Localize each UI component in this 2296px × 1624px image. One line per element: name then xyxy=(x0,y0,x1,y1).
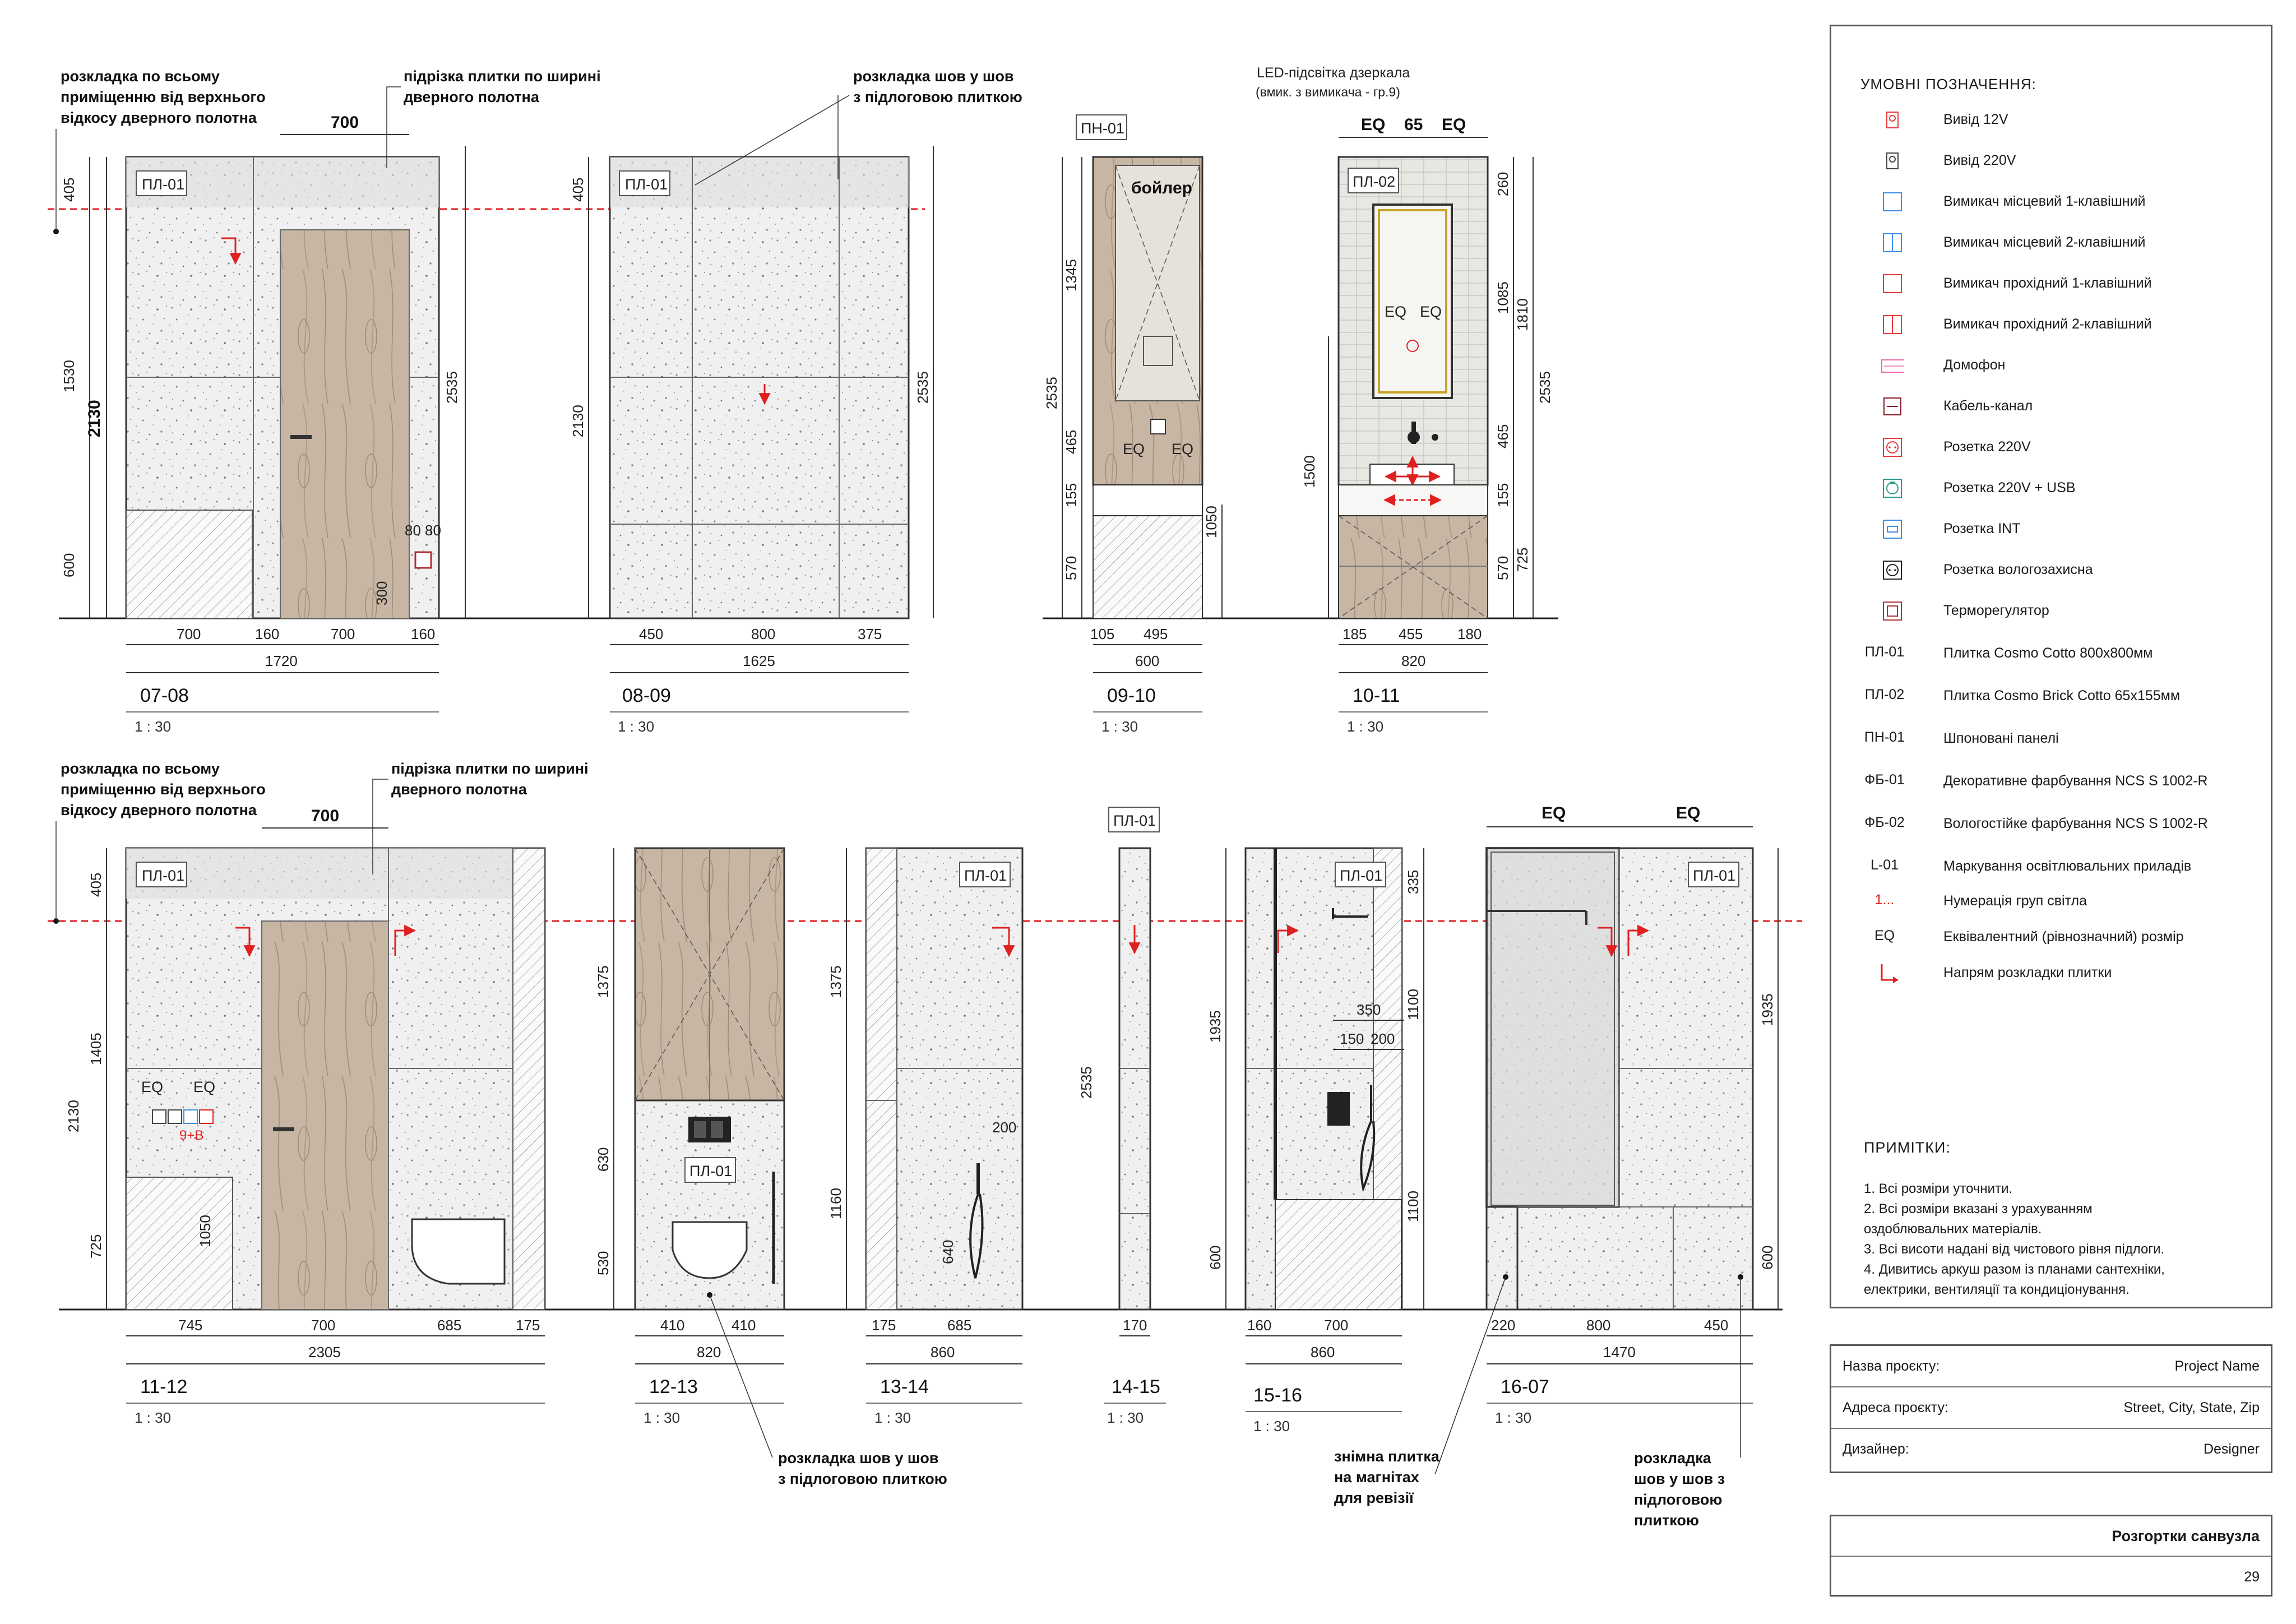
svg-text:07-08: 07-08 xyxy=(140,685,189,706)
notes-line: 3. Всі висоти надані від чистового рівня підлоги. xyxy=(1864,1242,2165,1257)
outlet-220v-icon xyxy=(1881,149,1904,173)
svg-text:725: 725 xyxy=(1514,547,1531,572)
svg-text:EQ: EQ xyxy=(1385,303,1407,320)
elevation-07-08 xyxy=(61,113,465,735)
svg-text:570: 570 xyxy=(1063,556,1080,580)
notes-line: 4. Дивитись аркуш разом із планами сантехніки, xyxy=(1864,1262,2165,1277)
svg-text:1375: 1375 xyxy=(827,965,844,998)
legend-code-row: 1... Нумерація груп світла xyxy=(1874,892,2087,909)
socket-int-icon xyxy=(1881,517,1904,541)
svg-text:160: 160 xyxy=(255,626,280,642)
svg-text:шов у шов з: шов у шов з xyxy=(1634,1470,1725,1487)
divider xyxy=(1831,1556,2271,1557)
legend-item: Вимикач місцевий 2-клавішний xyxy=(1831,231,2269,253)
svg-text:11-12: 11-12 xyxy=(140,1376,188,1398)
svg-text:9+B: 9+B xyxy=(179,1128,204,1143)
svg-text:для ревізії: для ревізії xyxy=(1334,1489,1414,1506)
svg-text:відкосу дверного полотна: відкосу дверного полотна xyxy=(61,802,257,818)
svg-text:EQ: EQ xyxy=(1172,441,1194,457)
svg-text:860: 860 xyxy=(1311,1344,1335,1361)
elevation-08-09 xyxy=(570,146,933,735)
elevation-15-16 xyxy=(1207,848,1424,1435)
svg-text:2535: 2535 xyxy=(1536,371,1553,404)
svg-text:700: 700 xyxy=(331,626,355,642)
svg-text:1 : 30: 1 : 30 xyxy=(1107,1409,1144,1426)
legend-item: Розетка 220V xyxy=(1831,436,2269,458)
svg-text:450: 450 xyxy=(1704,1317,1729,1334)
svg-text:600: 600 xyxy=(61,553,77,577)
svg-text:1500: 1500 xyxy=(1301,455,1318,488)
svg-text:1050: 1050 xyxy=(1203,506,1220,538)
legend-title: УМОВНІ ПОЗНАЧЕННЯ: xyxy=(1860,76,2036,92)
cable-channel-icon xyxy=(1881,395,1904,418)
svg-text:ПЛ-01: ПЛ-01 xyxy=(1340,867,1383,884)
svg-text:ПЛ-01: ПЛ-01 xyxy=(1113,812,1156,829)
svg-text:ПН-01: ПН-01 xyxy=(1081,120,1124,137)
svg-text:12-13: 12-13 xyxy=(649,1376,698,1398)
svg-text:EQ: EQ xyxy=(1542,804,1566,822)
svg-text:700: 700 xyxy=(1324,1317,1349,1334)
legend-code-row: ПЛ-02 Плитка Cosmo Brick Cotto 65х155мм xyxy=(1864,687,2181,704)
svg-text:10-11: 10-11 xyxy=(1353,685,1400,706)
svg-text:80: 80 xyxy=(405,522,421,539)
svg-text:700: 700 xyxy=(331,113,359,132)
svg-text:300: 300 xyxy=(373,581,390,605)
svg-text:170: 170 xyxy=(1123,1317,1147,1334)
svg-text:700: 700 xyxy=(177,626,201,642)
svg-text:1935: 1935 xyxy=(1207,1010,1224,1043)
intercom-icon xyxy=(1881,354,1904,377)
svg-text:465: 465 xyxy=(1063,429,1080,454)
legend-item: Вивід 220V xyxy=(1831,149,2269,172)
svg-text:2535: 2535 xyxy=(1078,1066,1095,1099)
svg-text:600: 600 xyxy=(1759,1245,1776,1270)
notes-line: оздоблювальних матеріалів. xyxy=(1864,1222,2042,1237)
svg-text:ПЛ-01: ПЛ-01 xyxy=(1693,867,1736,884)
svg-text:640: 640 xyxy=(939,1239,956,1264)
svg-text:ПЛ-02: ПЛ-02 xyxy=(1353,173,1396,190)
svg-text:1375: 1375 xyxy=(595,965,612,998)
elevation-10-11 xyxy=(1256,65,1553,735)
svg-text:EQ: EQ xyxy=(1361,115,1386,134)
svg-text:1405: 1405 xyxy=(87,1033,104,1065)
svg-text:80: 80 xyxy=(425,522,441,539)
svg-text:1810: 1810 xyxy=(1514,298,1531,331)
svg-text:155: 155 xyxy=(1063,483,1080,507)
svg-text:знімна плитка: знімна плитка xyxy=(1334,1448,1439,1465)
svg-text:700: 700 xyxy=(311,807,340,825)
designer-row: Дизайнер: Designer xyxy=(1843,1441,2260,1457)
elevation-14-15 xyxy=(1078,807,1166,1426)
svg-text:1 : 30: 1 : 30 xyxy=(1347,718,1384,735)
sheet-number: 29 xyxy=(2244,1569,2260,1585)
svg-text:08-09: 08-09 xyxy=(622,685,671,706)
notes-line: електрики, вентиляції та кондиціонування. xyxy=(1864,1282,2130,1297)
svg-text:1935: 1935 xyxy=(1759,993,1776,1026)
legend-item: Вимикач прохідний 2-клавішний xyxy=(1831,313,2269,335)
svg-text:2130: 2130 xyxy=(85,400,104,437)
elevation-13-14 xyxy=(827,848,1022,1426)
svg-text:1100: 1100 xyxy=(1405,1191,1422,1222)
switch-pass-1-icon xyxy=(1881,272,1904,295)
svg-text:2535: 2535 xyxy=(1043,377,1060,409)
svg-text:150: 150 xyxy=(1340,1030,1364,1047)
svg-text:200: 200 xyxy=(992,1119,1017,1136)
thermostat-icon xyxy=(1881,599,1904,623)
svg-text:405: 405 xyxy=(570,177,586,202)
svg-text:2130: 2130 xyxy=(65,1100,82,1132)
svg-text:685: 685 xyxy=(947,1317,972,1334)
svg-text:65: 65 xyxy=(1404,115,1423,134)
svg-text:725: 725 xyxy=(87,1234,104,1259)
sheet-title: Розгортки санвузла xyxy=(2112,1528,2260,1544)
legend-item: Розетка вологозахисна xyxy=(1831,558,2269,581)
svg-text:2305: 2305 xyxy=(308,1344,341,1361)
legend-item: Кабель-канал xyxy=(1831,395,2269,417)
switch-local-1-icon xyxy=(1881,190,1904,214)
svg-text:465: 465 xyxy=(1494,424,1511,448)
boiler-label: бойлер xyxy=(1131,179,1192,197)
legend-code-row: ФБ-02 Вологостійке фарбування NCS S 1002-R xyxy=(1864,815,2208,831)
svg-text:700: 700 xyxy=(311,1317,336,1334)
svg-text:ПЛ-01: ПЛ-01 xyxy=(964,867,1007,884)
legend-item: Домофон xyxy=(1831,354,2269,376)
svg-text:2130: 2130 xyxy=(570,405,586,437)
svg-text:1085: 1085 xyxy=(1494,281,1511,314)
sheet-title-block xyxy=(1830,1515,2272,1597)
svg-text:1720: 1720 xyxy=(265,653,298,669)
svg-text:350: 350 xyxy=(1357,1001,1381,1018)
svg-text:2535: 2535 xyxy=(914,371,931,404)
svg-text:180: 180 xyxy=(1457,626,1482,642)
svg-text:ПЛ-01: ПЛ-01 xyxy=(689,1163,733,1179)
svg-text:175: 175 xyxy=(516,1317,540,1334)
svg-text:260: 260 xyxy=(1494,172,1511,196)
svg-text:200: 200 xyxy=(1371,1030,1395,1047)
legend-code-row: ПЛ-01 Плитка Cosmo Cotto 800х800мм xyxy=(1864,644,2153,661)
svg-text:600: 600 xyxy=(1207,1245,1224,1270)
svg-text:600: 600 xyxy=(1135,653,1160,669)
svg-text:375: 375 xyxy=(858,626,882,642)
project-info-block xyxy=(1830,1344,2272,1473)
svg-text:підрізка плитки по ширині: підрізка плитки по ширині xyxy=(404,68,601,85)
svg-text:820: 820 xyxy=(697,1344,721,1361)
svg-text:495: 495 xyxy=(1144,626,1168,642)
svg-text:745: 745 xyxy=(178,1317,203,1334)
switch-local-2-icon xyxy=(1881,231,1904,255)
svg-text:ПЛ-01: ПЛ-01 xyxy=(142,867,185,884)
elevation-11-12 xyxy=(65,807,545,1426)
svg-text:2535: 2535 xyxy=(443,371,460,404)
svg-text:160: 160 xyxy=(411,626,436,642)
svg-text:з підлоговою плиткою: з підлоговою плиткою xyxy=(853,89,1022,105)
svg-text:220: 220 xyxy=(1491,1317,1516,1334)
project-name-row: Назва проєкту: Project Name xyxy=(1831,1346,2271,1387)
svg-text:105: 105 xyxy=(1090,626,1115,642)
svg-text:розкладка шов у шов: розкладка шов у шов xyxy=(853,68,1014,85)
svg-text:530: 530 xyxy=(595,1251,612,1275)
svg-text:приміщенню від верхнього: приміщенню від верхнього xyxy=(61,89,266,105)
svg-text:розкладка шов у шов: розкладка шов у шов xyxy=(778,1450,939,1466)
legend-code-row: EQ Еквівалентний (рівнозначний) розмір xyxy=(1874,928,2184,945)
socket-usb-icon xyxy=(1881,476,1904,500)
svg-text:16-07: 16-07 xyxy=(1501,1376,1549,1398)
svg-text:дверного полотна: дверного полотна xyxy=(404,89,539,105)
svg-text:EQ: EQ xyxy=(1442,115,1466,134)
svg-text:EQ: EQ xyxy=(1123,441,1145,457)
svg-text:відкосу дверного полотна: відкосу дверного полотна xyxy=(61,109,257,126)
svg-text:410: 410 xyxy=(732,1317,756,1334)
legend-item: Вивід 12V xyxy=(1831,108,2269,131)
svg-text:1 : 30: 1 : 30 xyxy=(1253,1418,1290,1435)
legend-item: Вимикач прохідний 1-клавішний xyxy=(1831,272,2269,294)
socket-220v-icon xyxy=(1881,436,1904,459)
elevation-09-10 xyxy=(1043,115,1222,735)
svg-text:1050: 1050 xyxy=(197,1215,214,1247)
svg-text:160: 160 xyxy=(1247,1317,1272,1334)
svg-text:розкладка по всьому: розкладка по всьому xyxy=(61,68,220,85)
svg-text:455: 455 xyxy=(1399,626,1423,642)
svg-text:1 : 30: 1 : 30 xyxy=(874,1409,911,1426)
svg-text:1625: 1625 xyxy=(743,653,775,669)
svg-text:підлоговою: підлоговою xyxy=(1634,1491,1723,1508)
svg-text:860: 860 xyxy=(931,1344,955,1361)
svg-text:405: 405 xyxy=(61,177,77,202)
svg-text:розкладка по всьому: розкладка по всьому xyxy=(61,760,220,777)
svg-text:09-10: 09-10 xyxy=(1107,685,1156,706)
svg-text:185: 185 xyxy=(1343,626,1367,642)
svg-text:з підлоговою плиткою: з підлоговою плиткою xyxy=(778,1470,947,1487)
notes-line: 2. Всі розміри вказані з урахуванням xyxy=(1864,1201,2093,1216)
legend-item: Розетка INT xyxy=(1831,517,2269,540)
svg-text:1 : 30: 1 : 30 xyxy=(135,718,172,735)
outlet-12v-icon xyxy=(1881,108,1904,132)
led-note: (вмик. з вимикача - гр.9) xyxy=(1256,85,1400,99)
material-tag: ПЛ-01 xyxy=(625,176,668,193)
legend-code-row: ПН-01 Шпоновані панелі xyxy=(1864,729,2059,746)
svg-text:1470: 1470 xyxy=(1603,1344,1636,1361)
svg-text:1530: 1530 xyxy=(61,360,77,392)
svg-text:1 : 30: 1 : 30 xyxy=(618,718,655,735)
svg-text:410: 410 xyxy=(660,1317,685,1334)
svg-text:підрізка плитки по ширині: підрізка плитки по ширині xyxy=(391,760,589,777)
svg-text:плиткою: плиткою xyxy=(1634,1512,1699,1529)
svg-text:1100: 1100 xyxy=(1405,989,1422,1020)
svg-text:1 : 30: 1 : 30 xyxy=(1495,1409,1532,1426)
svg-text:1 : 30: 1 : 30 xyxy=(1101,718,1138,735)
legend-item: Розетка 220V + USB xyxy=(1831,476,2269,499)
svg-text:570: 570 xyxy=(1494,556,1511,580)
legend-item: Вимикач місцевий 1-клавішний xyxy=(1831,190,2269,212)
material-tag: ПЛ-01 xyxy=(142,176,185,193)
project-address-row: Адреса проєкту: Street, City, State, Zip xyxy=(1831,1387,2271,1429)
svg-text:800: 800 xyxy=(1586,1317,1611,1334)
svg-text:EQ: EQ xyxy=(1676,804,1701,822)
legend-code-row: Напрям розкладки плитки xyxy=(1831,961,2269,984)
legend-panel xyxy=(1830,25,2272,1308)
svg-text:155: 155 xyxy=(1494,483,1511,507)
legend-item: Терморегулятор xyxy=(1831,599,2269,622)
legend-code-row: ФБ-01 Декоративне фарбування NCS S 1002-R xyxy=(1864,772,2208,789)
notes-line: 1. Всі розміри уточнити. xyxy=(1864,1181,2013,1196)
socket-waterproof-icon xyxy=(1881,558,1904,582)
svg-text:розкладка: розкладка xyxy=(1634,1450,1711,1466)
svg-text:EQ: EQ xyxy=(193,1079,216,1095)
legend-code-row: L-01 Маркування освітлювальних приладів xyxy=(1870,857,2192,874)
svg-text:15-16: 15-16 xyxy=(1253,1385,1302,1406)
svg-text:14-15: 14-15 xyxy=(1112,1376,1160,1398)
svg-text:на магнітах: на магнітах xyxy=(1334,1469,1419,1486)
svg-text:1 : 30: 1 : 30 xyxy=(135,1409,172,1426)
svg-text:дверного полотна: дверного полотна xyxy=(391,781,527,798)
svg-text:13-14: 13-14 xyxy=(880,1376,929,1398)
svg-text:1160: 1160 xyxy=(827,1188,844,1219)
svg-text:1345: 1345 xyxy=(1063,259,1080,292)
svg-text:685: 685 xyxy=(437,1317,462,1334)
led-note: LED-підсвітка дзеркала xyxy=(1257,65,1410,81)
svg-text:335: 335 xyxy=(1405,869,1422,894)
svg-text:EQ: EQ xyxy=(141,1079,164,1095)
svg-text:450: 450 xyxy=(639,626,664,642)
svg-text:1 : 30: 1 : 30 xyxy=(644,1409,681,1426)
svg-text:EQ: EQ xyxy=(1420,303,1442,320)
svg-text:175: 175 xyxy=(872,1317,896,1334)
svg-text:405: 405 xyxy=(87,872,104,897)
notes-title: ПРИМІТКИ: xyxy=(1864,1139,1951,1156)
svg-text:630: 630 xyxy=(595,1147,612,1172)
svg-text:820: 820 xyxy=(1401,653,1426,669)
switch-pass-2-icon xyxy=(1881,313,1904,336)
tile-direction-arrow-icon xyxy=(1877,961,1901,985)
svg-text:приміщенню від верхнього: приміщенню від верхнього xyxy=(61,781,266,798)
svg-text:800: 800 xyxy=(751,626,776,642)
